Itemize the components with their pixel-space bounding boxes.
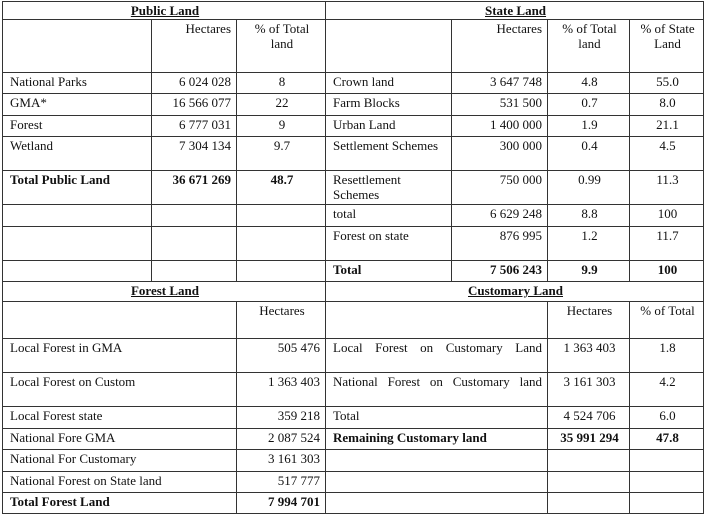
state-row-pct-state: 21.1 <box>630 116 704 137</box>
public-total-pct: 48.7 <box>237 171 326 205</box>
table-row <box>3 407 704 429</box>
state-row-pct-total: 4.8 <box>548 73 630 94</box>
state-row-pct-state: 8.0 <box>630 94 704 116</box>
state-row-hectares: 300 000 <box>452 137 548 171</box>
forest-hectares-header: Hectares <box>237 302 326 339</box>
table-row <box>3 493 704 514</box>
table-row <box>3 429 704 450</box>
customary-total-label: Remaining Customary land <box>326 429 548 450</box>
customary-row-hectares: 1 363 403 <box>548 339 630 373</box>
customary-row-hectares: 4 524 706 <box>548 407 630 429</box>
customary-pct-header: % of Total <box>630 302 704 339</box>
customary-row-pct: 1.8 <box>630 339 704 373</box>
public-row-label: Forest <box>3 116 152 137</box>
customary-row-label: Local Forest on Customary Land <box>326 339 548 373</box>
state-row-pct-total: 8.8 <box>548 205 630 227</box>
table-row <box>3 227 704 261</box>
public-hectares-header: Hectares <box>152 20 237 73</box>
table-row <box>3 205 704 227</box>
forest-row-hectares: 359 218 <box>237 407 326 429</box>
public-row-pct: 9.7 <box>237 137 326 171</box>
public-row-pct: 9 <box>237 116 326 137</box>
state-row-label: total <box>326 205 452 227</box>
state-row-hectares: 1 400 000 <box>452 116 548 137</box>
state-row-label: Settlement Schemes <box>326 137 452 171</box>
customary-row-pct: 4.2 <box>630 373 704 407</box>
state-row-pct-state: 55.0 <box>630 73 704 94</box>
customary-total-pct: 47.8 <box>630 429 704 450</box>
forest-row-hectares: 505 476 <box>237 339 326 373</box>
forest-row-label: National Forest on State land <box>3 472 237 493</box>
public-row-hectares: 16 566 077 <box>152 94 237 116</box>
public-total-label: Total Public Land <box>3 171 152 205</box>
state-total-hectares: 7 506 243 <box>452 261 548 282</box>
state-row-label: Crown land <box>326 73 452 94</box>
table-row <box>3 339 704 373</box>
state-row-hectares: 6 629 248 <box>452 205 548 227</box>
state-row-hectares: 3 647 748 <box>452 73 548 94</box>
public-pct-header: % of Total land <box>237 20 326 73</box>
table-row <box>3 94 704 116</box>
state-row-pct-state: 11.7 <box>630 227 704 261</box>
table-row <box>3 373 704 407</box>
public-row-label: National Parks <box>3 73 152 94</box>
table-row <box>3 261 704 282</box>
forest-row-label: National Fore GMA <box>3 429 237 450</box>
customary-label-header <box>326 302 548 339</box>
public-land-title: Public Land <box>3 2 326 20</box>
forest-row-hectares: 1 363 403 <box>237 373 326 407</box>
forest-row-hectares: 517 777 <box>237 472 326 493</box>
table-row <box>3 171 704 205</box>
state-row-label: Urban Land <box>326 116 452 137</box>
customary-total-hectares: 35 991 294 <box>548 429 630 450</box>
public-land-label-header <box>3 20 152 73</box>
state-land-label-header <box>326 20 452 73</box>
state-row-label: Farm Blocks <box>326 94 452 116</box>
table-row <box>3 116 704 137</box>
public-row-pct: 22 <box>237 94 326 116</box>
state-row-pct-total: 0.99 <box>548 171 630 205</box>
table-row <box>3 472 704 493</box>
bottom-column-header-row <box>3 302 704 339</box>
customary-row-label: National Forest on Customary land <box>326 373 548 407</box>
state-row-pct-state: 100 <box>630 205 704 227</box>
top-column-header-row <box>3 20 704 73</box>
customary-row-hectares: 3 161 303 <box>548 373 630 407</box>
table-row <box>3 450 704 472</box>
land-tenure-table <box>2 1 704 514</box>
state-hectares-header: Hectares <box>452 20 548 73</box>
state-land-title: State Land <box>326 2 704 20</box>
public-row-label: Wetland <box>3 137 152 171</box>
forest-row-label: Local Forest state <box>3 407 237 429</box>
forest-total-label: Total Forest Land <box>3 493 237 514</box>
forest-land-title: Forest Land <box>3 282 326 302</box>
table-row <box>3 137 704 171</box>
forest-total-hectares: 7 994 701 <box>237 493 326 514</box>
state-row-label: Forest on state <box>326 227 452 261</box>
state-row-pct-total: 1.9 <box>548 116 630 137</box>
state-row-pct-state: 11.3 <box>630 171 704 205</box>
public-row-hectares: 7 304 134 <box>152 137 237 171</box>
table-row <box>3 73 704 94</box>
top-section-header-row <box>3 2 704 20</box>
forest-row-label: National For Customary <box>3 450 237 472</box>
state-total-pct-state: 100 <box>630 261 704 282</box>
customary-row-label: Total <box>326 407 548 429</box>
state-row-pct-total: 1.2 <box>548 227 630 261</box>
state-pct-total-header: % of Total land <box>548 20 630 73</box>
state-total-pct-total: 9.9 <box>548 261 630 282</box>
state-total-label: Total <box>326 261 452 282</box>
state-row-label: Resettlement Schemes <box>326 171 452 205</box>
state-row-pct-total: 0.7 <box>548 94 630 116</box>
state-row-pct-state: 4.5 <box>630 137 704 171</box>
public-row-hectares: 6 024 028 <box>152 73 237 94</box>
forest-row-label: Local Forest in GMA <box>3 339 237 373</box>
public-total-hectares: 36 671 269 <box>152 171 237 205</box>
state-row-hectares: 531 500 <box>452 94 548 116</box>
state-row-hectares: 876 995 <box>452 227 548 261</box>
forest-row-hectares: 2 087 524 <box>237 429 326 450</box>
bottom-section-header-row <box>3 282 704 302</box>
forest-label-header <box>3 302 237 339</box>
state-pct-state-header: % of State Land <box>630 20 704 73</box>
forest-row-label: Local Forest on Custom <box>3 373 237 407</box>
forest-row-hectares: 3 161 303 <box>237 450 326 472</box>
state-row-pct-total: 0.4 <box>548 137 630 171</box>
public-row-label: GMA* <box>3 94 152 116</box>
customary-row-pct: 6.0 <box>630 407 704 429</box>
customary-hectares-header: Hectares <box>548 302 630 339</box>
customary-land-title: Customary Land <box>326 282 704 302</box>
public-row-pct: 8 <box>237 73 326 94</box>
public-row-hectares: 6 777 031 <box>152 116 237 137</box>
state-row-hectares: 750 000 <box>452 171 548 205</box>
